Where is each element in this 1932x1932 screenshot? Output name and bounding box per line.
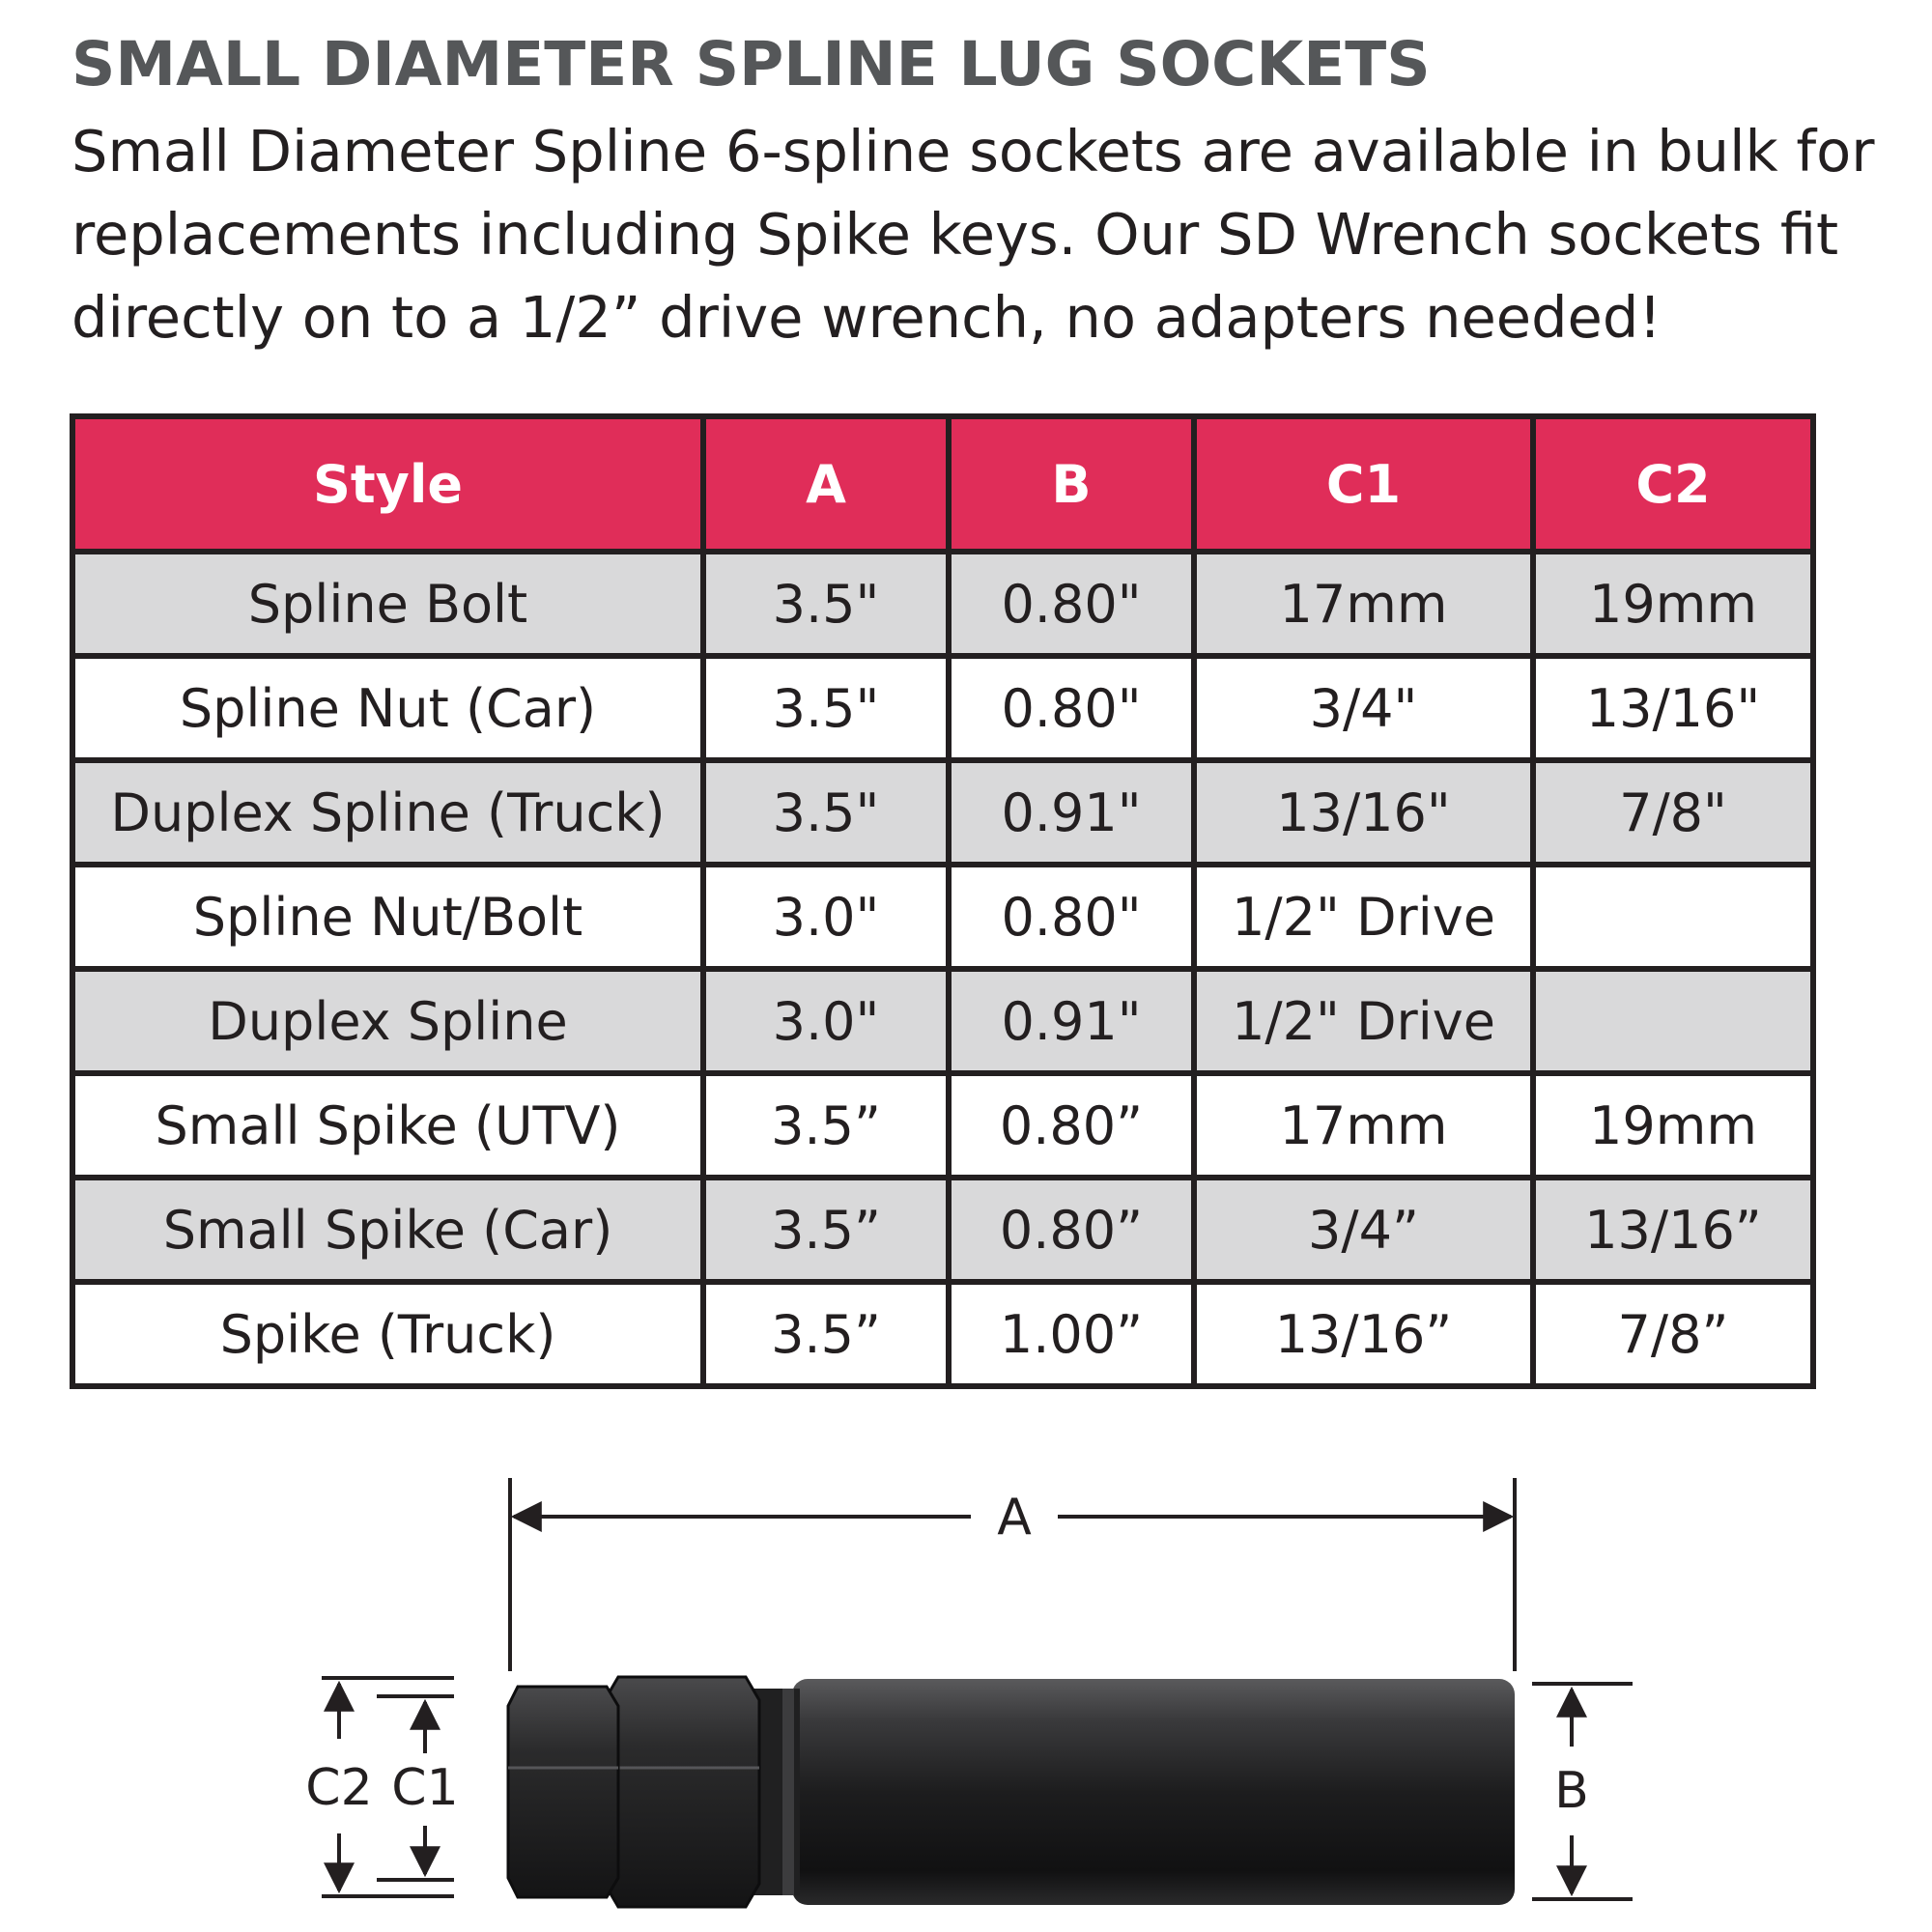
cell-style: Spline Nut/Bolt (72, 865, 703, 969)
cell-c1: 17mm (1194, 552, 1533, 656)
cell-b: 1.00” (949, 1282, 1194, 1386)
cell-c2: 13/16” (1533, 1178, 1813, 1282)
cell-a: 3.5” (703, 1282, 949, 1386)
socket-large-hex (605, 1677, 759, 1907)
cell-c1: 1/2" Drive (1194, 865, 1533, 969)
dimension-a-label: A (997, 1489, 1032, 1547)
cell-a: 3.5" (703, 656, 949, 760)
cell-style: Spline Nut (Car) (72, 656, 703, 760)
cell-style: Duplex Spline (72, 969, 703, 1073)
column-header-b: B (949, 416, 1194, 552)
column-header-c1: C1 (1194, 416, 1533, 552)
cell-style: Duplex Spline (Truck) (72, 760, 703, 865)
cell-a: 3.0" (703, 865, 949, 969)
cell-c2: 13/16" (1533, 656, 1813, 760)
cell-b: 0.80" (949, 865, 1194, 969)
cell-c1: 13/16" (1194, 760, 1533, 865)
cell-b: 0.91" (949, 760, 1194, 865)
table-row (72, 969, 1813, 1073)
socket-illustration (508, 1677, 1515, 1907)
cell-c2: 7/8” (1533, 1282, 1813, 1386)
socket-spec-table (70, 413, 1816, 1389)
cell-c2 (1533, 969, 1813, 1073)
cell-style: Spike (Truck) (72, 1282, 703, 1386)
cell-c2 (1533, 865, 1813, 969)
cell-c1: 3/4" (1194, 656, 1533, 760)
socket-dimension-diagram (0, 1449, 1932, 1932)
cell-b: 0.80” (949, 1178, 1194, 1282)
cell-c1: 3/4” (1194, 1178, 1533, 1282)
column-header-a: A (703, 416, 949, 552)
cell-style: Small Spike (Car) (72, 1178, 703, 1282)
table-row (72, 865, 1813, 969)
table-row (72, 1073, 1813, 1178)
cell-a: 3.5” (703, 1178, 949, 1282)
column-header-c2: C2 (1533, 416, 1813, 552)
cell-b: 0.80" (949, 656, 1194, 760)
dimension-c2-label: C2 (305, 1759, 373, 1817)
cell-style: Spline Bolt (72, 552, 703, 656)
cell-a: 3.5” (703, 1073, 949, 1178)
dimension-b (1532, 1684, 1633, 1899)
cell-c1: 13/16” (1194, 1282, 1533, 1386)
intro-paragraph: Small Diameter Spline 6-spline sockets are available in bulk for replacements including Spike keys. Our SD Wrench sockets fit directly on to a 1/2” drive wrench, no adapters needed! (71, 118, 1875, 351)
page-title: SMALL DIAMETER SPLINE LUG SOCKETS (71, 29, 1431, 99)
cell-a: 3.0" (703, 969, 949, 1073)
socket-small-hex (508, 1687, 618, 1897)
cell-b: 0.80” (949, 1073, 1194, 1178)
cell-c2: 19mm (1533, 1073, 1813, 1178)
cell-c2: 7/8" (1533, 760, 1813, 865)
socket-neck-ridge (782, 1689, 794, 1895)
table-row (72, 656, 1813, 760)
dimension-c1 (377, 1696, 459, 1880)
column-header-style: Style (72, 416, 703, 552)
cell-a: 3.5" (703, 552, 949, 656)
cell-b: 0.91" (949, 969, 1194, 1073)
cell-c1: 1/2" Drive (1194, 969, 1533, 1073)
table-row (72, 552, 1813, 656)
cell-a: 3.5" (703, 760, 949, 865)
cell-b: 0.80" (949, 552, 1194, 656)
dimension-c1-label: C1 (391, 1759, 459, 1817)
dimension-a (510, 1478, 1515, 1671)
table-row (72, 1178, 1813, 1282)
table-row (72, 760, 1813, 865)
table-header-row (72, 416, 1813, 552)
cell-style: Small Spike (UTV) (72, 1073, 703, 1178)
dimension-b-label: B (1554, 1762, 1589, 1820)
cell-c1: 17mm (1194, 1073, 1533, 1178)
table-row (72, 1282, 1813, 1386)
cell-c2: 19mm (1533, 552, 1813, 656)
socket-body (792, 1679, 1515, 1905)
